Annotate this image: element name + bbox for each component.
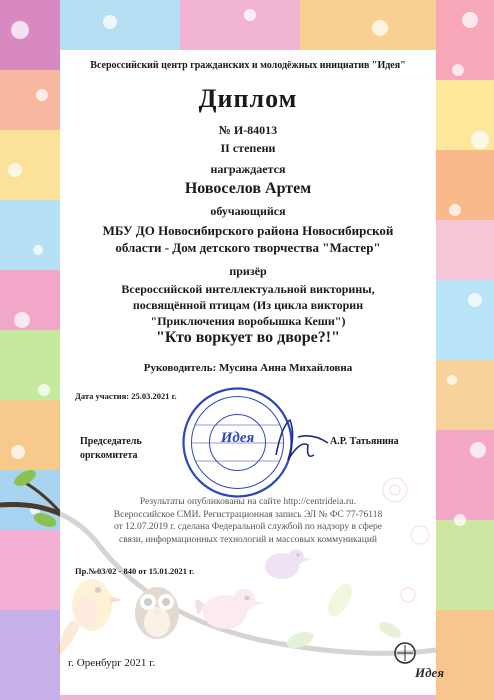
organization-line-1: МБУ ДО Новосибирского района Новосибирской (102, 223, 394, 238)
contest-description (60, 281, 436, 329)
organization (60, 222, 436, 256)
prize-label: призёр (229, 264, 267, 278)
signer-name: А.Р. Татьянина (330, 436, 399, 447)
contest-line-2: посвящённой птицам (Из цикла викторин (132, 298, 364, 312)
quiz-title: "Кто воркует во дворе?!" (156, 329, 340, 346)
left-stripes (0, 0, 60, 700)
chairman-line-2: оргкомитета (80, 450, 138, 461)
leader: Руководитель: Мусина Анна Михайловна (143, 362, 353, 374)
participation-date: Дата участия: 25.03.2021 г. (75, 391, 177, 401)
organization-line-2: области - Дом детского творчества "Мастер" (115, 240, 381, 255)
idea-logo-text: Идея (415, 665, 445, 680)
contest-line-3: "Приключения воробышка Кеши") (150, 314, 346, 328)
recipient-status: обучающийся (210, 204, 286, 218)
idea-logo-icon (392, 640, 418, 666)
diploma-degree: II степени (220, 141, 276, 155)
city-year: г. Оренбург 2021 г. (68, 657, 156, 669)
stamp-center-text: Идея (220, 430, 255, 446)
publication-line-2: Всероссийское СМИ. Регистрационная запись ЭЛ № ФС 77-76118 (113, 509, 383, 520)
publication-line-3: от 12.07.2019 г. сделана Федеральной службой по надзору в сфере (113, 522, 383, 532)
publication-info (60, 496, 436, 546)
right-stripes (436, 0, 494, 700)
contest-line-1: Всероссийской интеллектуальной викторины, (121, 282, 375, 296)
publication-line-4: связи, информационных технологий и массовых коммуникаций (119, 534, 377, 545)
publication-line-1: Результаты опубликованы на сайте http://centrideia.ru. (139, 497, 357, 507)
diploma-title: Диплом (198, 84, 298, 113)
diploma-number: № И-84013 (218, 123, 278, 137)
issuer-header: Всероссийский центр гражданских и молодёжных инициатив "Идея" (90, 60, 406, 71)
chairman-line-1: Председатель (80, 436, 142, 447)
order-number: Пр.№03/02 - 840 от 15.01.2021 г. (75, 566, 195, 576)
chairman-title (80, 435, 142, 463)
awarded-label: награждается (210, 162, 286, 176)
recipient-name: Новоселов Артем (184, 180, 312, 197)
signature (268, 415, 338, 470)
